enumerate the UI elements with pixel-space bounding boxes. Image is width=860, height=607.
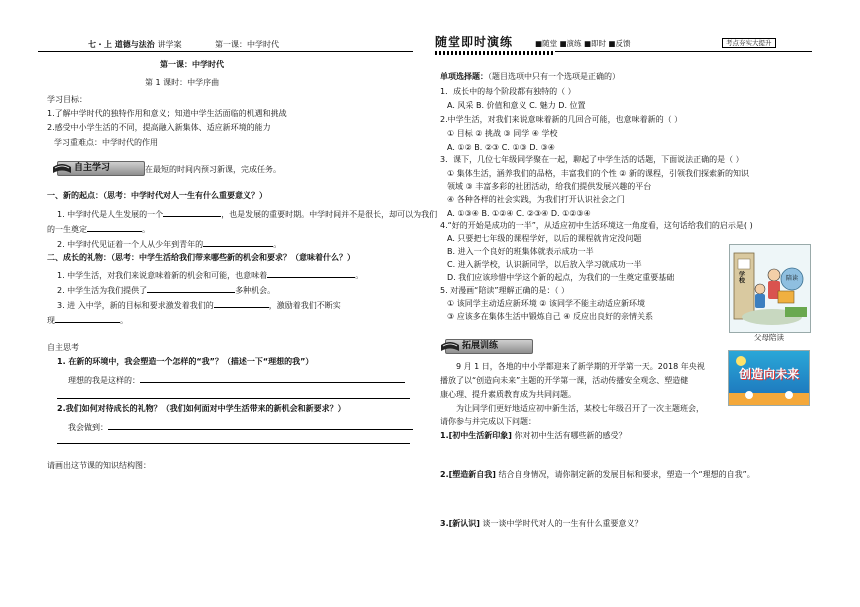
banner-tags: ■随堂 ■演练 ■即时 ■反馈: [535, 39, 631, 48]
structure-prompt: 请画出这节课的知识结构图：: [47, 461, 151, 470]
task-3: 3.[新认识] 谈一谈中学时代对人的一生有什么重要意义？: [440, 519, 643, 528]
banner-box: 考点夯实大提升: [722, 38, 776, 48]
cartoon-label-pd: 陪读: [786, 275, 799, 282]
s2-p3: 3. 进 入中学，新的目标和要求激发着我们的 ，激励着我们不断实: [57, 298, 341, 311]
s1-p1-line2: 的一生奠定 。: [47, 222, 150, 235]
book-icon: [52, 159, 72, 175]
blank[interactable]: [267, 268, 355, 278]
blank[interactable]: [147, 283, 235, 293]
q5-items-b: ③ 应该多在集体生活中锻炼自己 ④ 反应出良好的亲情关系: [447, 312, 653, 321]
q3-stem: 3．课下，几位七年级同学聚在一起，聊起了中学生活的话题，下面说法正确的是（ ）: [440, 155, 744, 164]
task-1: 1.[初中生活新印象] 你对初中生活有哪些新的感受？: [440, 431, 627, 440]
blank[interactable]: [214, 298, 269, 308]
self-study-hint: 在最短的时间内预习新课，完成任务。: [145, 165, 281, 174]
q3-item-a: ① 集体生活，涵养我们的品格，丰富我们的个性 ② 新的课程，引领我们探索新的知识: [447, 169, 749, 178]
answer-line[interactable]: [57, 443, 410, 444]
s2-p2: 2. 中学生活为我们提供了 多种机会。: [57, 283, 275, 296]
s1-p1-line1: 1. 中学时代是人生发展的一个 ，也是发展的重要时期。中学时间并不是很长，却可以为我们: [57, 207, 437, 220]
think-q1: 1. 在新的环境中，我会塑造一个怎样的“我”？（描述一下“理想的我”）: [57, 357, 314, 366]
q2-items: ① 目标 ② 挑战 ③ 同学 ④ 学校: [447, 129, 558, 138]
blank[interactable]: [87, 222, 142, 232]
goal-2: 2.感受中小学生活的不同，提高融入新集体、适应新环境的能力: [47, 123, 271, 132]
think-q1-answer: 理想的我是这样的：: [68, 373, 405, 386]
answer-line[interactable]: [108, 420, 413, 430]
poster-image: [728, 350, 810, 406]
q1-options: A. 风采 B. 价值和意义 C. 魅力 D. 位置: [447, 101, 586, 110]
blank[interactable]: [55, 313, 120, 323]
header-lesson: 第一课：中学时代: [215, 40, 279, 49]
q5-items-a: ① 该同学主动适应新环境 ② 该同学不能主动适应新环境: [447, 299, 645, 308]
header-course: 七・上 道德与法治 讲学案: [88, 40, 182, 49]
q2-options: A. ①② B. ②③ C. ①③ D. ③④: [447, 143, 555, 152]
cartoon-image: [729, 244, 811, 333]
expand-badge: 拓展训练: [445, 339, 533, 354]
page-subtitle: 第 1 课时：中学序曲: [145, 78, 220, 87]
q2-stem: 2.中学生活，对我们来说意味着新的几回合可能，也意味着新的（ ）: [440, 115, 683, 124]
focus-line: 学习重难点：中学时代的作用: [54, 138, 158, 147]
page-title: 第一课：中学时代: [160, 60, 224, 69]
cartoon-label-school: 学校: [737, 271, 745, 283]
q4-option-d: D. 我们应该珍惜中学这个新的起点，为我们的一生奠定重要基础: [447, 273, 675, 282]
expand-text-3: 康心理、提升素质教育成为共同问题。: [440, 390, 576, 399]
answer-line[interactable]: [140, 373, 405, 383]
q5-stem: 5. 对漫画“陪读”理解正确的是：（ ）: [440, 286, 570, 295]
think-label: 自主思考: [47, 343, 79, 352]
task-2: 2.[塑造新自我] 结合自身情况，请你制定新的发展目标和要求，塑造一个“理想的自我”。: [440, 470, 755, 479]
s1-p2: 2. 中学时代见证着一个人从少年到青年的 。: [57, 237, 281, 250]
blank[interactable]: [203, 237, 273, 247]
cartoon-drawing: [730, 245, 810, 332]
banner-stripe: [435, 51, 555, 55]
q3-item-b: 领域 ③ 丰富多彩的社团活动，给我们提供发展兴趣的平台: [447, 182, 652, 191]
cartoon-caption: 父母陪读: [754, 333, 784, 342]
q3-item-c: ④ 各种各样的社会实践，为我们打开认识社会之门: [447, 195, 625, 204]
expand-text-2: 播放了以“创造向未来”主题的开学第一课，活动传播安全观念、塑造健: [440, 376, 689, 385]
q4-stem: 4.“好的开始是成功的一半”，从适应初中生活环境这一角度看，这句话给我们的启示是( ): [440, 221, 753, 230]
poster-title: 创造向未来: [739, 367, 800, 381]
banner-title: 随堂即时演练: [435, 35, 514, 49]
goal-1: 1.了解中学时代的独特作用和意义；知道中学生活面临的机遇和挑战: [47, 109, 287, 118]
think-q2-answer: 我会做到：: [68, 420, 413, 433]
section-1-title: 一、新的起点：（思考：中学时代对人一生有什么重要意义？）: [47, 191, 267, 200]
expand-text-5: 请你参与并完成以下问题：: [440, 417, 536, 426]
choice-header: 单项选择题：（题目选项中只有一个选项是正确的）: [440, 72, 620, 81]
s2-p3-cont: 现 。: [47, 313, 128, 326]
q3-options: A. ①③④ B. ①②④ C. ②③④ D. ①②③④: [447, 209, 591, 218]
q1-stem: 1．成长中的每个阶段都有独特的（ ）: [440, 87, 576, 96]
q4-option-c: C. 进入新学校，认识新同学，以后放入学习就成功一半: [447, 260, 642, 269]
header-rule-left: [38, 51, 413, 52]
book-icon: [440, 337, 460, 353]
expand-text-1: 9 月 1 日，各地的中小学都迎来了新学期的开学第一天。2018 年央视: [456, 362, 705, 371]
blank[interactable]: [163, 207, 221, 217]
self-study-badge: 自主学习: [57, 161, 145, 176]
s2-p1: 1. 中学生活，对我们来说意味着新的机会和可能，也意味着 。: [57, 268, 363, 281]
q4-option-b: B. 进入一个良好的班集体就表示成功一半: [447, 247, 594, 256]
think-q2: 2.我们如何对待成长的礼物？（我们如何面对中学生活带来的新机会和新要求？）: [57, 404, 346, 413]
section-2-title: 二、成长的礼物：（思考：中学生活给我们带来哪些新的机会和要求？（意味着什么？）: [47, 253, 355, 262]
goals-label: 学习目标：: [47, 95, 87, 104]
expand-text-4: 为让同学们更好地适应初中新生活，某校七年级召开了一次主题班会，: [456, 404, 704, 413]
answer-line[interactable]: [57, 398, 410, 399]
q4-option-a: A. 只要把七年级的课程学好，以后的课程就肯定没问题: [447, 234, 642, 243]
